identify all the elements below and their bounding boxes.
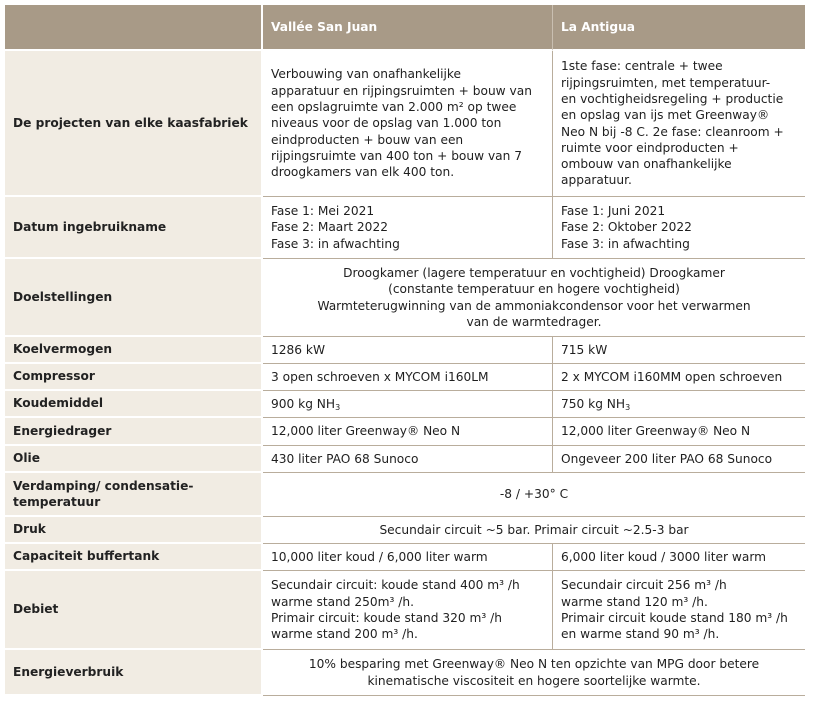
- table-row: [5, 571, 805, 650]
- table-row: [5, 473, 805, 517]
- row-label: Verdamping/ condensatie-temperatuur: [5, 473, 263, 517]
- row-label: Koudemiddel: [5, 391, 263, 418]
- subscript: 3: [625, 402, 631, 412]
- cell-vallee: [263, 197, 553, 259]
- date-line: Fase 3: in afwachting: [561, 236, 690, 251]
- row-label: Energiedrager: [5, 418, 263, 446]
- span-line: van de warmtedrager.: [466, 314, 602, 329]
- table-row: [5, 446, 805, 473]
- cell-antigua: 1ste fase: centrale + twee rijpingsruimten, met temperatuur- en vochtigheidsregeling + productie en opslag van ijs met Greenway® Neo N bij -8 C. 2e fase: cleanroom + ruimte voor eindproducten + ombouw van onafhankelijke apparatuur.: [553, 51, 805, 197]
- debiet-line: Secundair circuit 256 m³ /h: [561, 578, 727, 593]
- cell-antigua: 715 kW: [553, 337, 805, 364]
- comparison-table-wrapper: [5, 5, 805, 696]
- cell-vallee: [263, 391, 553, 418]
- cell-vallee: 430 liter PAO 68 Sunoco: [263, 446, 553, 473]
- date-line: Fase 2: Maart 2022: [271, 220, 388, 235]
- debiet-line: en warme stand 90 m³ /h.: [561, 627, 720, 642]
- value-text: 900 kg NH: [271, 396, 336, 411]
- table-row: [5, 337, 805, 364]
- debiet-line: warme stand 120 m³ /h.: [561, 594, 708, 609]
- table-row: [5, 391, 805, 418]
- value-text: 750 kg NH: [561, 396, 626, 411]
- table-row: [5, 544, 805, 571]
- date-line: Fase 3: in afwachting: [271, 236, 400, 251]
- span-line: kinematische viscositeit en hogere soortelijke warmte.: [367, 673, 701, 688]
- table-row: [5, 364, 805, 391]
- cell-antigua: [553, 197, 805, 259]
- table-row: [5, 517, 805, 544]
- cell-antigua: [553, 391, 805, 418]
- table-row: [5, 259, 805, 337]
- table-row: [5, 418, 805, 446]
- span-line: Droogkamer (lagere temperatuur en vochtigheid) Droogkamer: [343, 265, 725, 280]
- table-row: [5, 197, 805, 259]
- cell-vallee: 10,000 liter koud / 6,000 liter warm: [263, 544, 553, 571]
- row-label: Compressor: [5, 364, 263, 391]
- header-la-antigua: La Antigua: [553, 5, 805, 51]
- row-label: Druk: [5, 517, 263, 544]
- debiet-line: Secundair circuit: koude stand 400 m³ /h: [271, 578, 520, 593]
- cell-span-druk: Secundair circuit ~5 bar. Primair circuit ~2.5-3 bar: [263, 517, 805, 544]
- row-label: De projecten van elke kaasfabriek: [5, 51, 263, 197]
- debiet-line: Primair circuit: koude stand 320 m³ /h: [271, 611, 502, 625]
- table-row: [5, 51, 805, 197]
- row-label: Datum ingebruikname: [5, 197, 263, 259]
- table-header-row: [5, 5, 805, 51]
- table-row: [5, 650, 805, 696]
- cell-vallee: Verbouwing van onafhankelijke apparatuur en rijpingsruimten + bouw van een opslagruimte van 2.000 m² op twee niveaus voor de opslag van 1.000 ton eindproducten + bouw van een rijpingsruimte van 400 ton + bouw van 7 droogkamers van elk 400 ton.: [263, 51, 553, 197]
- comparison-table: [5, 5, 805, 696]
- date-line: Fase 1: Mei 2021: [271, 204, 375, 219]
- row-label: Capaciteit buffertank: [5, 544, 263, 571]
- row-label: Olie: [5, 446, 263, 473]
- cell-vallee: [263, 571, 553, 650]
- row-label: Koelvermogen: [5, 337, 263, 364]
- cell-span-temperatuur: -8 / +30° C: [263, 473, 805, 517]
- span-line: 10% besparing met Greenway® Neo N ten opzichte van MPG door betere: [308, 657, 760, 672]
- cell-vallee: 12,000 liter Greenway® Neo N: [263, 418, 553, 446]
- debiet-line: warme stand 200 m³ /h.: [271, 627, 418, 642]
- debiet-line: Primair circuit koude stand 180 m³ /h: [561, 611, 788, 625]
- row-label: Energieverbruik: [5, 650, 263, 696]
- cell-span-doelstellingen: [263, 259, 805, 337]
- cell-vallee: 3 open schroeven x MYCOM i160LM: [263, 364, 553, 391]
- span-line: (constante temperatuur en hogere vochtigheid): [388, 282, 680, 297]
- cell-antigua: 12,000 liter Greenway® Neo N: [553, 418, 805, 446]
- cell-vallee: 1286 kW: [263, 337, 553, 364]
- row-label: Doelstellingen: [5, 259, 263, 337]
- cell-antigua: Ongeveer 200 liter PAO 68 Sunoco: [553, 446, 805, 473]
- cell-antigua: 6,000 liter koud / 3000 liter warm: [553, 544, 805, 571]
- date-line: Fase 1: Juni 2021: [561, 204, 666, 219]
- cell-antigua: 2 x MYCOM i160MM open schroeven: [553, 364, 805, 391]
- debiet-line: warme stand 250m³ /h.: [271, 594, 415, 609]
- span-line: Warmteterugwinning van de ammoniakcondensor voor het verwarmen: [317, 298, 751, 313]
- header-empty-cell: [5, 5, 263, 51]
- cell-antigua: [553, 571, 805, 650]
- subscript: 3: [335, 402, 341, 412]
- date-line: Fase 2: Oktober 2022: [561, 220, 692, 235]
- cell-span-energieverbruik: [263, 650, 805, 696]
- row-label: Debiet: [5, 571, 263, 650]
- header-vallee-san-juan: Vallée San Juan: [263, 5, 553, 51]
